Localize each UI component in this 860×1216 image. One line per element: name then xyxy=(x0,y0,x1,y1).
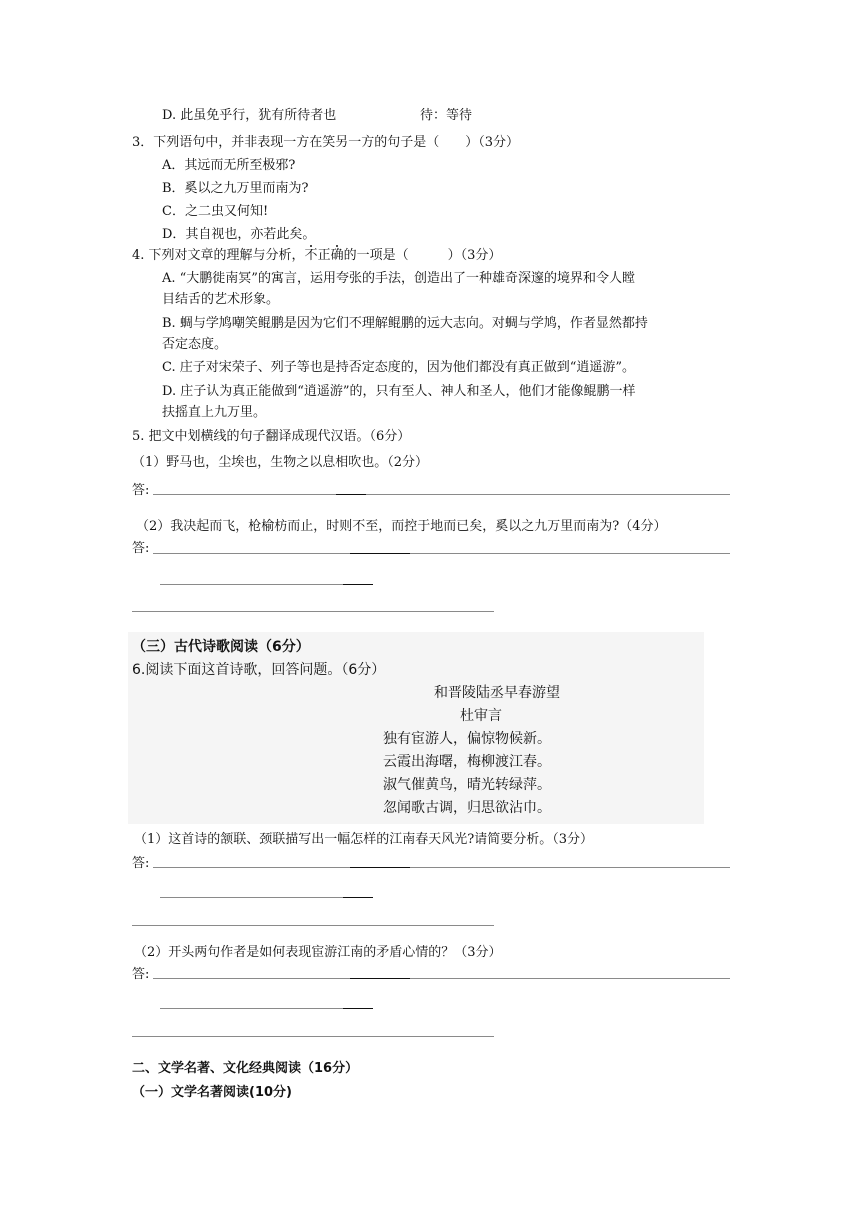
answer-line[interactable] xyxy=(153,867,730,868)
poem-title: 和晋陵陆丞早春游望 xyxy=(434,685,560,701)
q3-stem: 3．下列语句中，并非表现一方在笑另一方的句子是（ ）（3分） xyxy=(132,135,520,150)
answer-line[interactable] xyxy=(153,978,730,979)
q5-sub2: （2）我决起而飞，枪榆枋而止，时则不至，而控于地而已矣，奚以之九万里而南为?（4分） xyxy=(136,519,667,534)
q3-option-c: C．之二虫又何知! xyxy=(162,204,269,219)
poem-author: 杜审言 xyxy=(460,708,502,724)
q5-stem: 5. 把文中划横线的句子翻译成现代汉语。（6分） xyxy=(132,429,411,444)
answer-line[interactable] xyxy=(153,553,730,554)
answer-line[interactable] xyxy=(160,897,373,898)
q4-option-c-line1: C. 庄子对宋荣子、列子等也是持否定态度的，因为他们都没有真正做到“逍遥游”。 xyxy=(162,360,636,375)
answer-line-mark xyxy=(336,494,366,495)
answer-line[interactable] xyxy=(160,584,373,585)
answer-line-mark xyxy=(350,978,410,979)
q4-option-d-line2: 扶摇直上九万里。 xyxy=(162,405,267,420)
part2-title: 二、文学名著、文化经典阅读（16分） xyxy=(132,1061,359,1076)
q4-emphasis-que: 确 xyxy=(330,248,344,263)
q4-option-b-line1: B. 蜩与学鸠嘲笑鲲鹏是因为它们不理解鲲鹏的远大志向。对蜩与学鸠，作者显然都持 xyxy=(162,316,648,331)
q5-sub1: （1）野马也，尘埃也，生物之以息相吹也。（2分） xyxy=(132,455,429,470)
q3-option-a: A．其远而无所至极邪? xyxy=(162,158,296,173)
poem-line: 独有宦游人，偏惊物候新。 xyxy=(383,731,551,747)
q6-answer-label-1: 答: xyxy=(132,856,150,871)
answer-line-mark xyxy=(350,867,410,868)
answer-line[interactable] xyxy=(132,925,494,926)
poem-line: 忽闻歌古调，归思欲沾巾。 xyxy=(383,800,551,816)
q4-option-a-line2: 目结舌的艺术形象。 xyxy=(162,292,280,307)
section3-title: （三）古代诗歌阅读（6分） xyxy=(132,639,310,655)
part2-subtitle: （一）文学名著阅读(10分) xyxy=(132,1085,292,1100)
q5-answer-label-1: 答: xyxy=(132,483,150,498)
q4-option-a-line1: A. “大鹏徙南冥”的寓言，运用夸张的手法，创造出了一种雄奇深邃的境界和令人瞠 xyxy=(162,271,635,286)
answer-line[interactable] xyxy=(160,1008,373,1009)
answer-line[interactable] xyxy=(153,494,730,495)
q6-sub2: （2）开头两句作者是如何表现宦游江南的矛盾心情的？（3分） xyxy=(134,945,502,960)
q2-option-d-gloss: 待：等待 xyxy=(420,108,473,123)
answer-line[interactable] xyxy=(132,1036,494,1037)
answer-line[interactable] xyxy=(132,611,494,612)
q4-emphasis-bu: 不 xyxy=(304,248,318,263)
q2-option-d: D. 此虽免乎行，犹有所待者也 xyxy=(162,108,337,123)
answer-line-mark xyxy=(343,584,373,585)
q6-sub1: （1）这首诗的颔联、颈联描写出一幅怎样的江南春天风光?请简要分析。（3分） xyxy=(134,832,594,847)
q6-stem: 6.阅读下面这首诗歌，回答问题。（6分） xyxy=(132,662,386,678)
q4-stem: 4. 下列对文章的理解与分析，不正确的一项是（ ）（3分） xyxy=(132,248,502,263)
answer-line-mark xyxy=(343,1008,373,1009)
q4-option-d-line1: D. 庄子认为真正能做到“逍遥游”的，只有至人、神人和圣人，他们才能像鲲鹏一样 xyxy=(162,384,636,399)
q3-option-b: B．奚以之九万里而南为? xyxy=(162,181,309,196)
poem-line: 云霞出海曙，梅柳渡江春。 xyxy=(383,754,551,770)
poem-image xyxy=(128,632,704,824)
q5-answer-label-2: 答: xyxy=(132,541,150,556)
q3-option-d: D．其自视也，亦若此矣。 xyxy=(162,227,316,242)
q6-answer-label-2: 答: xyxy=(132,967,150,982)
poem-line: 淑气催黄鸟，晴光转绿萍。 xyxy=(383,777,551,793)
q4-option-b-line2: 否定态度。 xyxy=(162,337,228,352)
answer-line-mark xyxy=(343,897,373,898)
answer-line-mark xyxy=(350,553,410,554)
